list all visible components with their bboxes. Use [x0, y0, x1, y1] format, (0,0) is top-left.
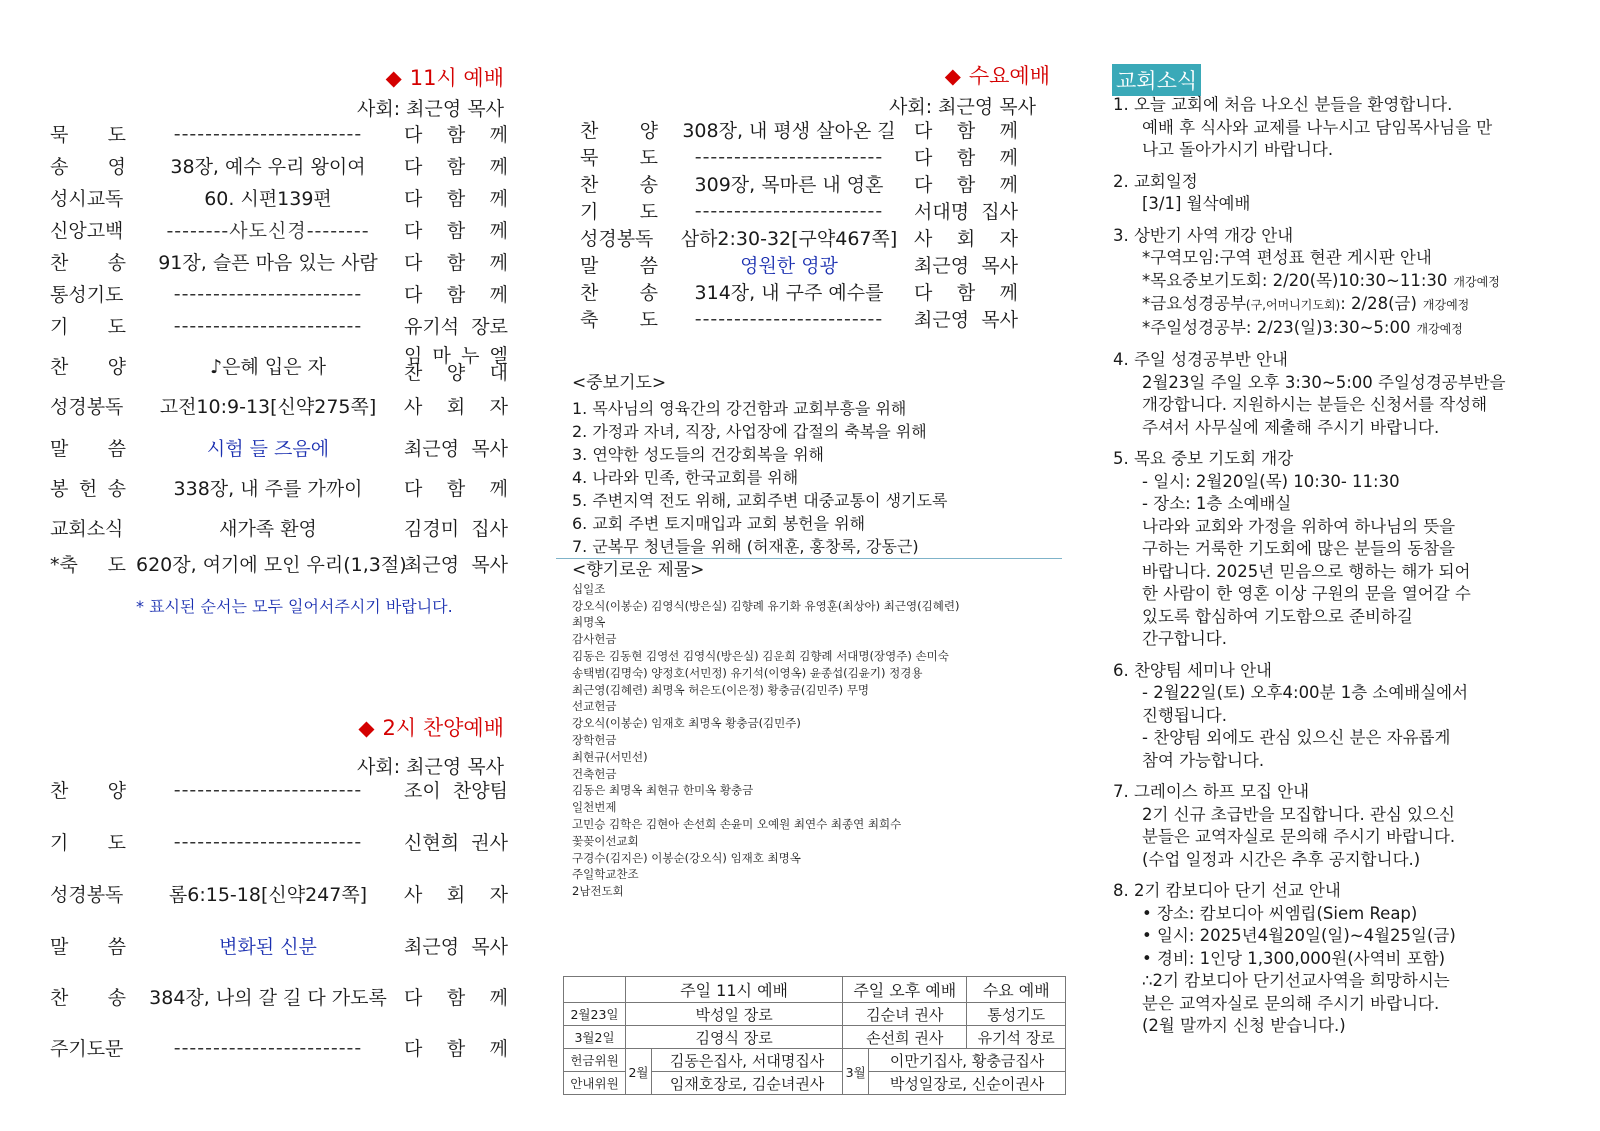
news-item-line: - 장소: 1층 소예배실 [1142, 494, 1292, 513]
offering-line: 최근영(김혜련) 최명옥 허은도(이은정) 황충금(김민주) 무명 [572, 682, 870, 697]
order-row [580, 170, 1036, 197]
news-item-head: 7. 그레이스 하프 모집 안내 [1113, 782, 1310, 801]
schedule-cell: 김순녀 권사 [843, 1003, 967, 1026]
offering-line: 강오식(이봉순) 김영식(방은실) 김향례 유기화 유영훈(최상아) 최근영(김혜련) [572, 598, 960, 613]
duty-cell: 박성일장로, 신순이권사 [869, 1072, 1066, 1095]
order-content: 고전10:9-13[신약275쪽] [159, 396, 377, 418]
offering-line: 구경수(김지은) 이봉순(강오식) 임재호 최명옥 [572, 850, 801, 865]
order-row [50, 392, 508, 419]
news-item-line: 바랍니다. 2025년 믿음으로 행하는 해가 되어 [1142, 561, 1471, 581]
duty-month: 3월 [843, 1049, 869, 1095]
order-content: 시험 들 즈음에 [206, 438, 330, 460]
news-item-line: 구하는 거룩한 기도회에 많은 분들의 동참을 [1142, 539, 1456, 558]
order-leader: 조이 찬양팀 [404, 780, 508, 802]
order-row [50, 120, 508, 147]
service11-order [50, 118, 508, 594]
order-label: 찬 송 [50, 252, 126, 274]
schedule-cell: 김영식 장로 [626, 1026, 843, 1049]
news-item-head: 3. 상반기 사역 개강 안내 [1113, 225, 1294, 245]
news-text: : 2/28(금) [1340, 294, 1417, 313]
order-leader: 최근영 목사 [914, 309, 1018, 331]
order-label: 말 씀 [580, 255, 658, 277]
order-row [50, 345, 508, 384]
order-content: ------------------------ [173, 778, 363, 801]
news-item-line: 간구합니다. [1142, 629, 1227, 648]
news-item-line: 한 사람이 한 영혼 이상 구원의 문을 열어갈 수 [1142, 584, 1471, 603]
order-row [50, 932, 508, 959]
order-content: ------------------------ [173, 1036, 363, 1059]
schedule-cell: 박성일 장로 [626, 1003, 843, 1026]
prayer-item: 1. 목사님의 영육간의 강건함과 교회부흥을 위해 [572, 399, 907, 418]
offering-line: 감사헌금 [572, 632, 617, 647]
news-item-line: • 장소: 캄보디아 씨엠립(Siem Reap) [1142, 903, 1418, 923]
order-content: 620장, 여기에 모인 우리(1,3절) [136, 554, 407, 576]
wednesday-order [580, 116, 1036, 342]
header-sunday-pm: 주일 오후 예배 [843, 977, 967, 1003]
order-label: 찬 양 [580, 120, 658, 142]
news-item-line: 있도록 합심하여 기도함으로 준비하길 [1142, 606, 1413, 626]
order-content: ------------------------ [173, 830, 363, 853]
order-leader: 서대명 집사 [914, 201, 1018, 223]
order-leader: 최근영 목사 [404, 936, 508, 958]
order-leader: 다 함 께 [914, 282, 1018, 304]
order-row [50, 434, 508, 461]
order-row [580, 278, 1036, 305]
duty-schedule-table [563, 976, 1066, 1095]
order-leader: 다 함 께 [914, 147, 1018, 169]
order-label: 성경봉독 [50, 884, 124, 906]
order-label: 찬 양 [50, 780, 126, 802]
offering-line: 일천번제 [572, 800, 617, 815]
order-row [50, 184, 508, 211]
order-content: 영원한 영광 [740, 255, 838, 277]
news-title: 교회소식 [1112, 64, 1201, 96]
offering-line: 2남전도회 [572, 884, 624, 899]
news-item-line: 예배 후 식사와 교제를 나누시고 담임목사님을 만 [1142, 117, 1493, 137]
order-label: 묵 도 [50, 124, 126, 146]
prayer-list [572, 372, 1052, 558]
leader-line: 찬 양 대 [404, 362, 508, 384]
order-content: 새가족 환영 [219, 518, 317, 540]
offering-line: 김동은 최명옥 최현규 한미옥 황충금 [572, 783, 754, 798]
service2-order [50, 776, 508, 1096]
order-leader: 다 함 께 [404, 188, 508, 210]
news-item-line: (수업 일정과 시간은 추후 공지합니다.) [1142, 849, 1421, 869]
offering-line: 송택범(김명숙) 양정호(서민정) 유기석(이영옥) 윤종섭(김윤기) 정경용 [572, 665, 923, 680]
news-item-head: 5. 목요 중보 기도회 개강 [1113, 449, 1294, 468]
offerings-list [572, 562, 1052, 900]
news-item-line: 분은 교역자실로 문의해 주시기 바랍니다. [1142, 993, 1440, 1013]
news-item-line: 진행됩니다. [1142, 705, 1227, 725]
order-label: 묵 도 [580, 147, 658, 169]
order-leader: 다 함 께 [404, 220, 508, 242]
schedule-cell: 손선희 권사 [843, 1026, 967, 1049]
order-leader: 김경미 집사 [404, 518, 508, 540]
news-item-line: 주셔서 사무실에 제출해 주시기 바랍니다. [1142, 417, 1440, 437]
news-list [1113, 94, 1553, 1047]
news-item [1113, 349, 1553, 439]
schedule-cell: 유기석 장로 [967, 1026, 1066, 1049]
schedule-date: 2월23일 [564, 1003, 626, 1026]
news-item-line: • 경비: 1인당 1,300,000원(사역비 포함) [1142, 948, 1446, 968]
news-item-line: ∴2기 캄보디아 단기선교사역을 희망하시는 [1142, 971, 1450, 990]
order-label: 성경봉독 [50, 396, 124, 418]
order-leader [404, 345, 508, 384]
order-row [50, 983, 508, 1010]
order-label: 기 도 [580, 201, 658, 223]
prayer-title: <중보기도> [572, 373, 667, 393]
order-content: ------------------------ [173, 122, 363, 145]
duty-cell: 김동은집사, 서대명집사 [652, 1049, 843, 1072]
wednesday-presider: 사회: 최근영 목사 [889, 96, 1036, 118]
prayer-item: 7. 군복무 청년들을 위해 (허재훈, 홍창록, 강동근) [572, 537, 919, 556]
news-item-line: 개강합니다. 지원하시는 분들은 신청서를 작성해 [1142, 395, 1488, 414]
prayer-item: 6. 교회 주변 토지매입과 교회 봉헌을 위해 [572, 514, 866, 533]
order-label: 주기도문 [50, 1038, 124, 1060]
order-content: ------------------------ [694, 307, 884, 330]
news-item-head: 6. 찬양팀 세미나 안내 [1113, 660, 1272, 680]
order-row [580, 224, 1036, 251]
order-row [50, 776, 508, 803]
diamond-icon: ◆ [944, 64, 961, 88]
order-row [50, 1034, 508, 1061]
prayer-item: 4. 나라와 민족, 한국교회를 위해 [572, 468, 799, 487]
news-item [1113, 781, 1553, 871]
news-item-line [1113, 293, 1553, 317]
news-item-line: 2기 신규 초급반을 모집합니다. 관심 있으신 [1142, 804, 1455, 824]
order-row [580, 143, 1036, 170]
order-label: 성시교독 [50, 188, 124, 210]
news-item-line: 2월23일 주일 오후 3:30~5:00 주일성경공부반을 [1142, 372, 1506, 392]
order-label: 교회소식 [50, 518, 124, 540]
order-row [580, 305, 1036, 332]
news-item-line: - 일시: 2월20일(목) 10:30- 11:30 [1142, 471, 1400, 491]
news-text: *목요중보기도회: 2/20(목)10:30~11:30 [1142, 270, 1448, 290]
order-content: 삼하2:30-32[구약467쪽] [680, 228, 898, 250]
offering-line: 꽃꽂이선교회 [572, 833, 639, 848]
order-label: 찬 송 [50, 987, 126, 1009]
header-wednesday: 수요 예배 [967, 977, 1066, 1003]
order-label: 봉 헌 송 [50, 478, 126, 500]
order-content: 38장, 예수 우리 왕이여 [170, 156, 366, 178]
order-leader: 신현희 권사 [404, 832, 508, 854]
service2-presider: 사회: 최근영 목사 [357, 756, 504, 778]
order-content: ------------------------ [173, 314, 363, 337]
news-item-head: 8. 2기 캄보디아 단기 선교 안내 [1113, 881, 1341, 900]
order-leader: 다 함 께 [404, 284, 508, 306]
divider [556, 558, 1062, 559]
order-row [50, 216, 508, 243]
diamond-icon: ◆ [358, 716, 375, 740]
order-content: 롬6:15-18[신약247쪽] [168, 884, 368, 906]
order-content: 91장, 슬픈 마음 있는 사람 [158, 252, 378, 274]
order-row [580, 251, 1036, 278]
standing-note: * 표시된 순서는 모두 일어서주시기 바랍니다. [136, 597, 453, 616]
order-row [50, 880, 508, 907]
order-content: 314장, 내 구주 예수를 [694, 282, 884, 304]
order-leader: 다 함 께 [914, 174, 1018, 196]
duty-cell: 임재호장로, 김순녀권사 [652, 1072, 843, 1095]
news-item-line: 나라와 교회와 가정을 위하여 하나님의 뜻을 [1142, 516, 1456, 536]
order-leader: 다 함 께 [914, 120, 1018, 142]
news-item-line: - 2월22일(토) 오후4:00분 1층 소예배실에서 [1142, 683, 1469, 702]
service11-title: ◆ 11시 예배 [385, 66, 504, 90]
order-content: ♪은혜 입은 자 [210, 355, 326, 378]
prayer-item: 3. 연약한 성도들의 건강회복을 위해 [572, 445, 824, 464]
order-label: 송 영 [50, 156, 126, 178]
news-item [1113, 171, 1553, 216]
order-label: 찬 송 [580, 174, 658, 196]
order-label: 찬 송 [580, 282, 658, 304]
order-leader: 사 회 자 [404, 884, 508, 906]
offering-line: 김동은 김동현 김영선 김영식(방은실) 김운희 김향례 서대명(장영주) 손미숙 [572, 648, 949, 663]
order-content: ------------------------ [694, 145, 884, 168]
order-label: 통성기도 [50, 284, 124, 306]
offerings-title: <향기로운 제물> [572, 560, 705, 580]
news-item-head: 4. 주일 성경공부반 안내 [1113, 350, 1288, 369]
order-content: 변화된 신분 [219, 936, 317, 958]
order-label: 신앙고백 [50, 220, 124, 242]
header-sunday-11: 주일 11시 예배 [626, 977, 843, 1003]
order-row [50, 152, 508, 179]
order-content: 60. 시편139편 [204, 188, 332, 210]
news-item [1113, 880, 1553, 1038]
offering-line: 최명옥 [572, 615, 606, 630]
news-note: 개강예정 [1453, 274, 1500, 289]
order-leader: 유기석 장로 [404, 316, 508, 338]
order-label: 축 도 [580, 309, 658, 331]
news-item-line: - 찬양팀 외에도 관심 있으신 분은 자유롭게 [1142, 728, 1451, 747]
offering-line: 선교헌금 [572, 699, 617, 714]
offering-line: 건축헌금 [572, 766, 617, 781]
news-item-line: *구역모임:구역 편성표 현관 게시판 안내 [1142, 248, 1432, 267]
offering-line: 십일조 [572, 581, 606, 596]
leader-line: 임 마 누 엘 [404, 345, 508, 367]
wednesday-title: ◆ 수요예배 [944, 64, 1050, 88]
order-leader: 다 함 께 [404, 252, 508, 274]
order-row [50, 514, 508, 541]
news-text: *주일성경공부: 2/23(일)3:30~5:00 [1142, 317, 1411, 337]
order-content: 308장, 내 평생 살아온 길 [682, 120, 896, 142]
news-item-line: (2월 말까지 신청 받습니다.) [1142, 1016, 1346, 1035]
news-item-line: 참여 가능합니다. [1142, 750, 1265, 770]
order-leader: 다 함 께 [404, 478, 508, 500]
news-item-head: 1. 오늘 교회에 처음 나오신 분들을 환영합니다. [1113, 95, 1453, 114]
order-content: --------사도신경-------- [166, 220, 370, 242]
order-content: 384장, 나의 갈 길 다 가도록 [149, 987, 387, 1009]
order-label: *축 도 [50, 554, 126, 576]
news-item-line: • 일시: 2025년4월20일(일)~4월25일(금) [1142, 926, 1456, 945]
offering-line: 고민승 김학은 김현아 손선희 손윤미 오예원 최연수 최종연 최희수 [572, 816, 902, 831]
order-row [50, 280, 508, 307]
duty-role: 헌금위원 [564, 1049, 626, 1072]
order-leader: 최근영 목사 [404, 438, 508, 460]
order-row [580, 197, 1036, 224]
schedule-date: 3월2일 [564, 1026, 626, 1049]
news-item-line: 나고 돌아가시기 바랍니다. [1142, 140, 1334, 159]
order-leader: 다 함 께 [404, 156, 508, 178]
order-leader: 다 함 께 [404, 124, 508, 146]
news-note: 개강예정 [1422, 298, 1470, 312]
order-label: 기 도 [50, 316, 126, 338]
duty-cell: 이만기집사, 황충금집사 [869, 1049, 1066, 1072]
offering-line: 최현규(서민선) [572, 749, 648, 764]
order-row [50, 312, 508, 339]
duty-month: 2월 [626, 1049, 652, 1095]
service11-presider: 사회: 최근영 목사 [357, 98, 504, 120]
news-item-line [1113, 317, 1553, 341]
news-item-line: 분들은 교역자실로 문의해 주시기 바랍니다. [1142, 827, 1456, 846]
order-leader: 다 함 께 [404, 987, 508, 1009]
news-item-head: 2. 교회일정 [1113, 171, 1198, 191]
order-label: 성경봉독 [580, 228, 654, 250]
order-leader: 사 회 자 [404, 396, 508, 418]
news-item [1113, 225, 1553, 341]
order-row [50, 550, 508, 577]
order-row [50, 828, 508, 855]
diamond-icon: ◆ [385, 66, 402, 90]
order-label: 찬 양 [50, 355, 126, 378]
order-leader: 사 회 자 [914, 228, 1018, 250]
order-content: ------------------------ [694, 199, 884, 222]
news-note: 개강예정 [1416, 321, 1463, 336]
news-item-line: [3/1] 월삭예배 [1142, 194, 1251, 213]
order-row [580, 116, 1036, 143]
order-row [50, 474, 508, 501]
order-leader: 최근영 목사 [914, 255, 1018, 277]
offering-line: 주일학교찬조 [572, 867, 639, 882]
news-item-line [1113, 270, 1553, 294]
news-item [1113, 448, 1553, 651]
order-label: 기 도 [50, 832, 126, 854]
order-row [50, 248, 508, 275]
news-text: *금요성경공부 [1142, 294, 1246, 313]
prayer-item: 2. 가정과 자녀, 직장, 사업장에 갑절의 축복을 위해 [572, 422, 927, 441]
news-text: (구,어머니기도회) [1245, 298, 1341, 312]
service2-title: ◆ 2시 찬양예배 [358, 716, 504, 740]
order-content: ------------------------ [173, 282, 363, 305]
order-content: 338장, 내 주를 가까이 [173, 478, 363, 500]
order-label: 말 씀 [50, 936, 126, 958]
order-content: 309장, 목마른 내 영혼 [694, 174, 884, 196]
order-label: 말 씀 [50, 438, 126, 460]
news-item [1113, 660, 1553, 773]
order-leader: 다 함 께 [404, 1038, 508, 1060]
news-item [1113, 94, 1553, 162]
prayer-item: 5. 주변지역 전도 위해, 교회주변 대중교통이 생기도록 [572, 491, 948, 510]
order-leader: 최근영 목사 [404, 554, 508, 576]
schedule-cell: 통성기도 [967, 1003, 1066, 1026]
offering-line: 강오식(이봉순) 임재호 최명옥 황충금(김민주) [572, 716, 801, 731]
duty-role: 안내위원 [564, 1072, 626, 1095]
offering-line: 장학헌금 [572, 732, 617, 747]
